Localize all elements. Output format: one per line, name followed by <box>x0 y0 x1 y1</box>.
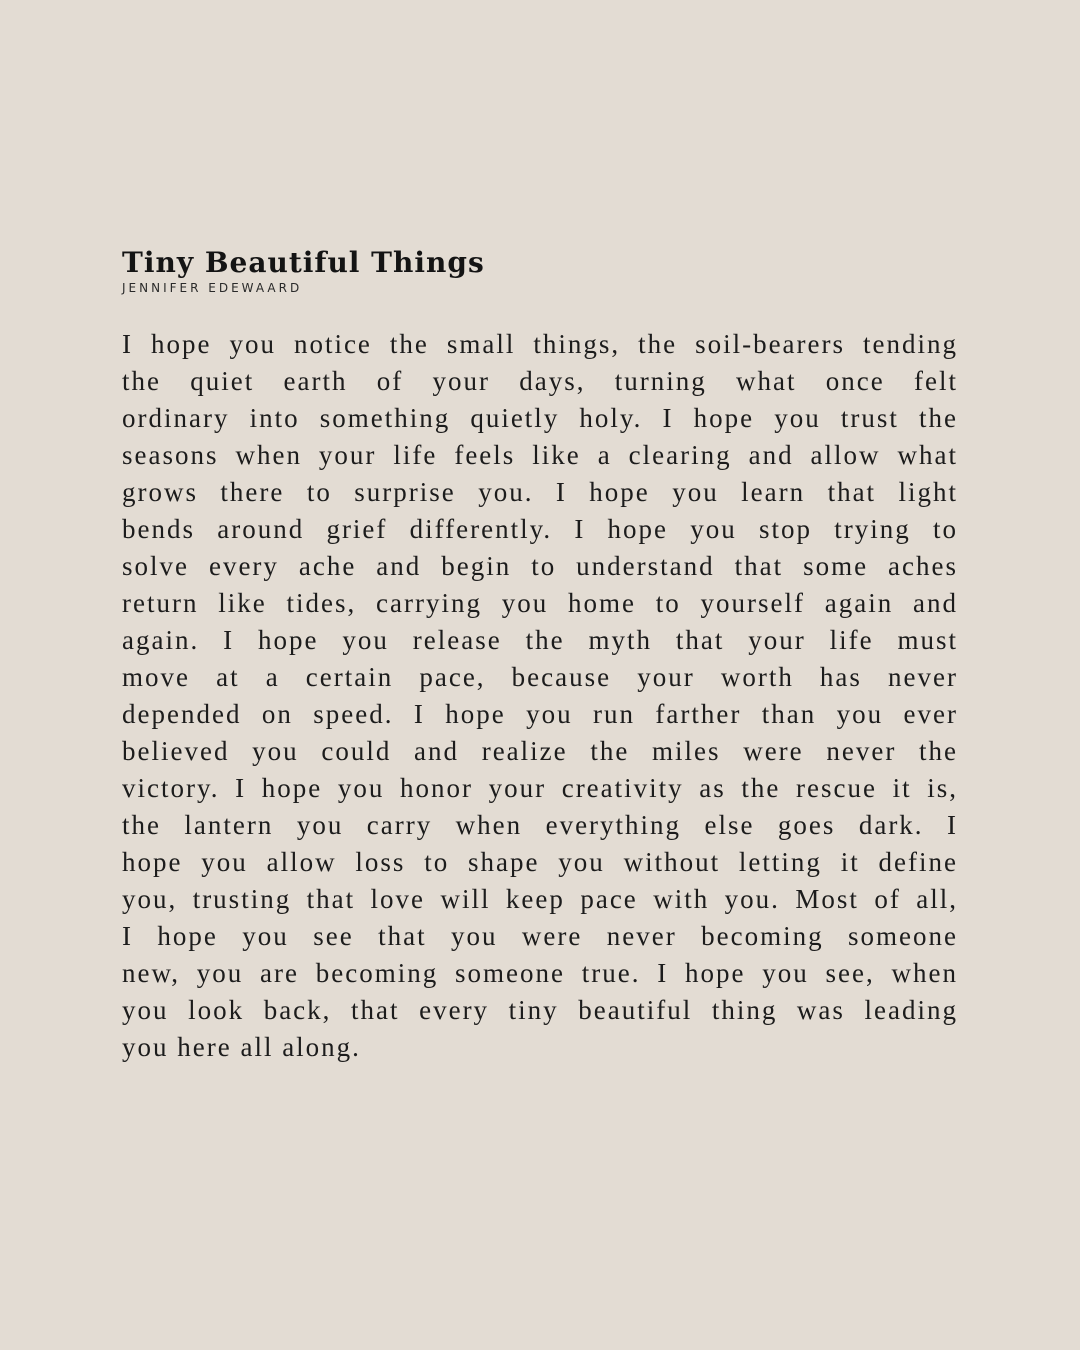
body-line: I hope you see that you were never becoming someone <box>122 921 958 951</box>
body-line: victory. I hope you honor your creativity as the rescue it is, <box>122 773 958 803</box>
body-line: hope you allow loss to shape you without letting it define <box>122 847 958 877</box>
body-line: new, you are becoming someone true. I hope you see, when <box>122 958 958 988</box>
body-line: you here all along. <box>122 1032 361 1062</box>
body-line: I hope you notice the small things, the soil-bearers tending <box>122 329 958 359</box>
body-line: again. I hope you release the myth that your life must <box>122 625 958 655</box>
body-line: the quiet earth of your days, turning what once felt <box>122 366 958 396</box>
body-line: move at a certain pace, because your worth has never <box>122 662 958 692</box>
body-line: ordinary into something quietly holy. I hope you trust the <box>122 403 958 433</box>
author-name: JENNIFER EDEWAARD <box>122 281 303 295</box>
body-line: grows there to surprise you. I hope you learn that light <box>122 477 958 507</box>
body-line: solve every ache and begin to understand that some aches <box>122 551 958 581</box>
body-line: return like tides, carrying you home to yourself again and <box>122 588 958 618</box>
body-text <box>122 326 958 1066</box>
body-line: depended on speed. I hope you run farther than you ever <box>122 699 958 729</box>
body-line: you, trusting that love will keep pace with you. Most of all, <box>122 884 958 914</box>
body-line: you look back, that every tiny beautiful thing was leading <box>122 995 958 1025</box>
body-line: seasons when your life feels like a clearing and allow what <box>122 440 958 470</box>
body-line: believed you could and realize the miles were never the <box>122 736 958 766</box>
body-line: bends around grief differently. I hope you stop trying to <box>122 514 958 544</box>
body-line: the lantern you carry when everything else goes dark. I <box>122 810 958 840</box>
page-title: Tiny Beautiful Things <box>122 246 485 279</box>
